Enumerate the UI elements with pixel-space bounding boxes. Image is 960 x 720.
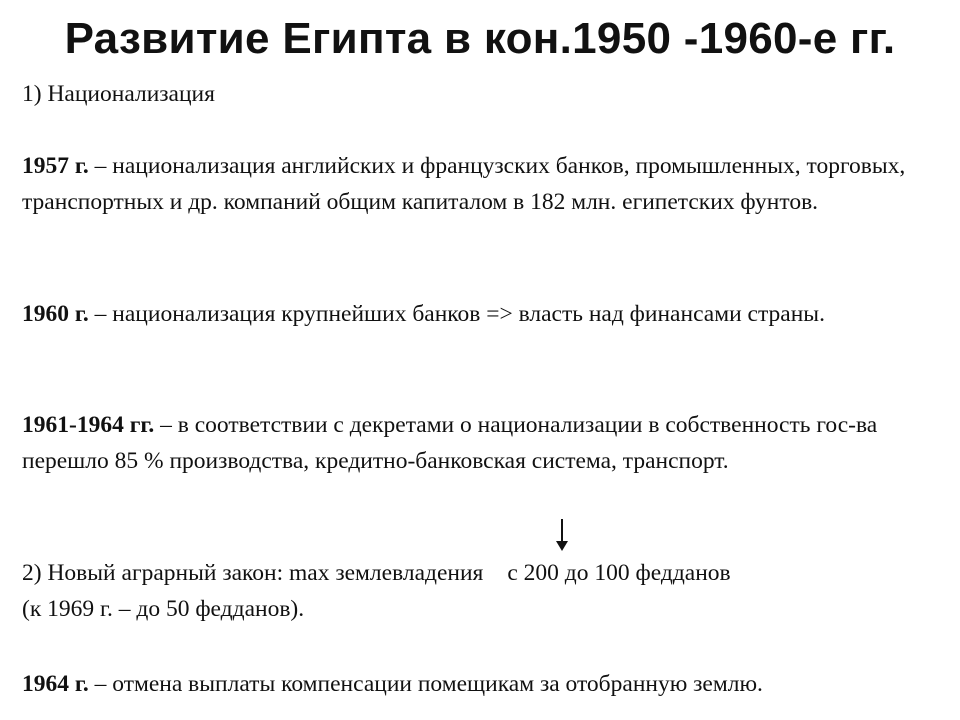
year-label: 1960 г. [22, 301, 89, 327]
paragraph-1964 [22, 666, 942, 702]
paragraph-1960 [22, 296, 942, 332]
agrarian-line-1 [22, 555, 942, 591]
paragraph-text: – в соответствии с декретами о национализации в собственность гос-ва перешло 85 % производства, кредитно-банковская система, транспорт. [22, 412, 878, 474]
section-heading-nationalization: 1) Национализация [22, 81, 215, 107]
agrarian-line-2: (к 1969 г. – до 50 федданов). [22, 596, 305, 622]
slide-title: Развитие Египта в кон.1950 -1960-е гг. [64, 14, 896, 63]
paragraph-1957 [22, 148, 942, 220]
paragraph-text: – национализация крупнейших банков => власть над финансами страны. [88, 301, 825, 327]
paragraph-1961-1964 [22, 407, 942, 479]
year-label: 1964 г. [22, 671, 89, 697]
year-label: 1957 г. [22, 153, 89, 179]
agrarian-law-text: 2) Новый аграрный закон: max землевладения [22, 560, 484, 586]
year-label: 1961-1964 гг. [22, 412, 155, 438]
down-arrow-icon [552, 518, 572, 552]
agrarian-limit-text: с 200 до 100 федданов [507, 560, 731, 586]
paragraph-text: – отмена выплаты компенсации помещикам за отобранную землю. [88, 671, 763, 697]
section-agrarian-law [22, 555, 942, 627]
paragraph-text: – национализация английских и французских банков, промышленных, торговых, транспортных и др. компаний общим капиталом в 182 млн. египетских фунтов. [22, 153, 906, 215]
